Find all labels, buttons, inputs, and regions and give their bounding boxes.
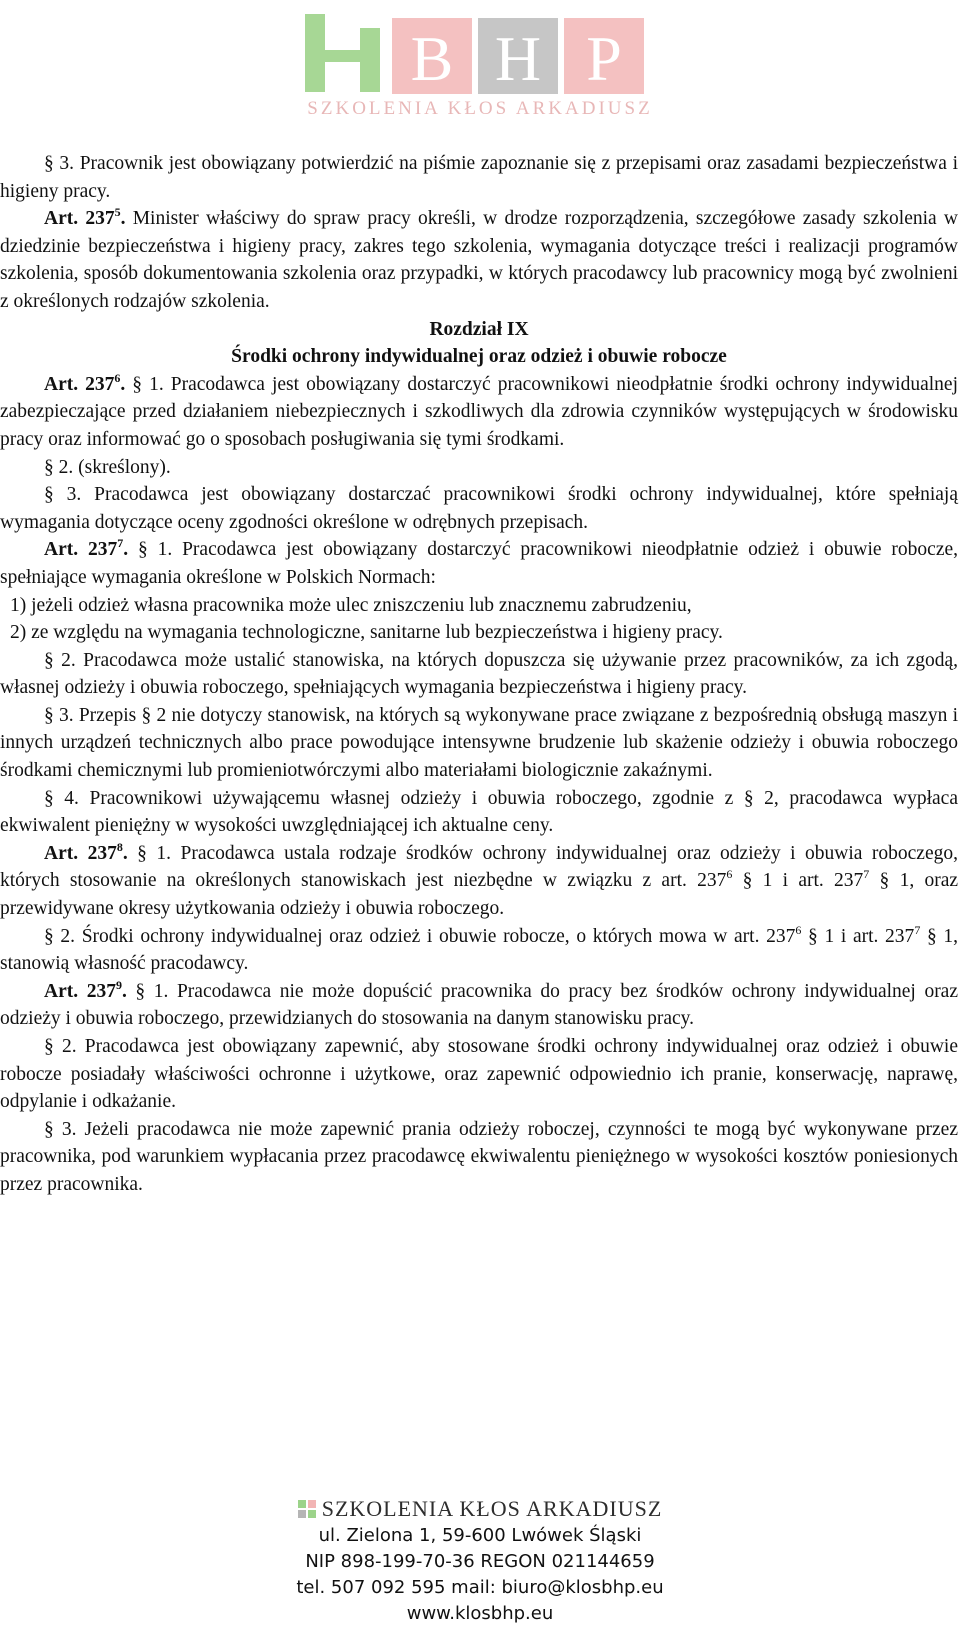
footer-nip: NIP 898-199-70-36 REGON 021144659 [305,1551,655,1572]
paragraph: § 2. (skreślony). [44,456,171,478]
article-text: § 1. Pracodawca nie może dopuścić pracownika do pracy bez środków ochrony indywidualnej oraz odzieży i obuwia roboczego, przewidzianych do stosowania na danym stanowisku pracy. [0,980,958,1030]
article-number: Art. $237^5$. [44,205,126,230]
article-text: § 1. Pracodawca jest obowiązany dostarczyć pracownikowi nieodpłatnie środki ochrony indywidualnej zabezpieczające przed działaniem niebezpiecznych i szkodliwych dla zdrowia czynników występujących w środowisku pracy oraz informować go o sposobach posługiwania się tymi środkami. [0,373,958,450]
chapter-heading: Rozdział IX [429,318,529,340]
list-item: 2) ze względu na wymagania technologiczne, sanitarne lub bezpieczeństwa i higieny pracy. [10,622,723,644]
paragraph: § 2. Pracodawca może ustalić stanowiska, na których dopuszcza się używanie przez pracowników, za ich zgodą, własnej odzieży i obuwia roboczego, spełniających wymagania bezpieczeństwa i higieny pracy. [0,649,958,699]
article-text: § 1. Pracodawca jest obowiązany dostarczyć pracownikowi nieodpłatnie odzież i obuwie robocze, spełniające wymagania określone w Polskich Normach: [0,539,959,588]
footer-brand: SZKOLENIA KŁOS ARKADIUSZ [321,1496,663,1521]
footer-website-link[interactable]: www.klosbhp.eu [406,1603,554,1624]
document-body [0,150,958,1199]
paragraph: § 4. Pracownikowi używającemu własnej odzieży i obuwia roboczego, zgodnie z § 2, pracodawca wypłaca ekwiwalent pieniężny w wysokości uwzględniającej ich aktualne ceny. [0,787,958,837]
article-text: Minister właściwy do spraw pracy określi, w drodze rozporządzenia, szczegółowe zasady szkolenia w dziedzinie bezpieczeństwa i higieny pracy, zakres tego szkolenia, wymagania dotyczące treści i realizacji programów szkolenia, sposób dokumentowania szkolenia oraz przypadki, w których pracodawcy lub pracownicy mogą być zwolnieni z określonych rodzajów szkolenia. [0,208,958,312]
footer-contact[interactable]: tel. 507 092 595 mail: biuro@klosbhp.eu [296,1577,664,1598]
svg-text:B: B [410,23,454,94]
article-number: Art. $237^6$. [44,370,126,395]
list-item: 1) jeżeli odzież własna pracownika może ulec zniszczeniu lub znacznemu zabrudzeniu, [10,594,692,616]
bhp-logo-mark [300,8,660,100]
header-logo [300,8,660,120]
footer-brand-line [240,1495,720,1523]
paragraph: § 3. Pracodawca jest obowiązany dostarczać pracownikowi środki ochrony indywidualnej, które spełniają wymagania dotyczące oceny zgodności określone w odrębnych przepisach. [0,484,958,533]
mini-logo-icon [298,1500,316,1518]
article-237-8: Art. $237^8$. § 1. Pracodawca ustala rodzaje środków ochrony indywidualnej oraz odzieży i obuwia roboczego, których stosowanie na określonych stanowiskach jest niezbędne w związku z art. $237^6$ § 1 i art. $237^7$ § 1, oraz przewidywane okresy użytkowania odzieży i obuwia roboczego. [0,839,959,920]
article-237-5 [0,205,958,315]
paragraph: § 3. Przepis § 2 nie dotyczy stanowisk, na których są wykonywane prace związane z bezpośrednią obsługą maszyn i innych urządzeń technicznych albo prace powodujące intensywne brudzenie lub skażenie odzieży i obuwia roboczego środkami chemicznymi lub promieniotwórczymi albo materiałami biologicznie zakaźnymi. [0,704,958,782]
article-237-9 [0,978,958,1033]
article-237-6 [0,371,958,454]
svg-text:H: H [494,23,542,94]
footer-address: ul. Zielona 1, 59-600 Lwówek Śląski [318,1525,642,1546]
article-number: Art. $237^8$. [44,839,128,864]
paragraph: § 2. Środki ochrony indywidualnej oraz odzież i obuwie robocze, o których mowa w art. $237^6$ § 1 i art. $237^7$ § 1, stanowią własność pracodawcy. [0,922,959,975]
footer [240,1495,720,1627]
svg-text:P: P [586,23,622,94]
chapter-title: Środki ochrony indywidualnej oraz odzież i obuwie robocze [231,346,727,368]
paragraph: § 3. Pracownik jest obowiązany potwierdzić na piśmie zapoznanie się z przepisami oraz zasadami bezpieczeństwa i higieny pracy. [0,153,958,202]
logo-text: SZKOLENIA KŁOS ARKADIUSZ [307,98,653,119]
paragraph: § 2. Pracodawca jest obowiązany zapewnić, aby stosowane środki ochrony indywidualnej oraz odzież i obuwie robocze posiadały właściwości ochronne i użytkowe, oraz zapewnić odpowiednio ich pranie, konserwację, naprawę, odpylanie i odkażanie. [0,1036,958,1113]
paragraph: § 3. Jeżeli pracodawca nie może zapewnić prania odzieży roboczej, czynności te mogą być wykonywane przez pracownika, pod warunkiem wypłacania przez pracodawcę ekwiwalentu pieniężnego w wysokości kosztów poniesionych przez pracownika. [0,1118,958,1195]
article-number: Art. $237^7$. [44,536,129,561]
article-237-7 [0,536,958,591]
article-number: Art. $237^9$. [44,977,127,1002]
